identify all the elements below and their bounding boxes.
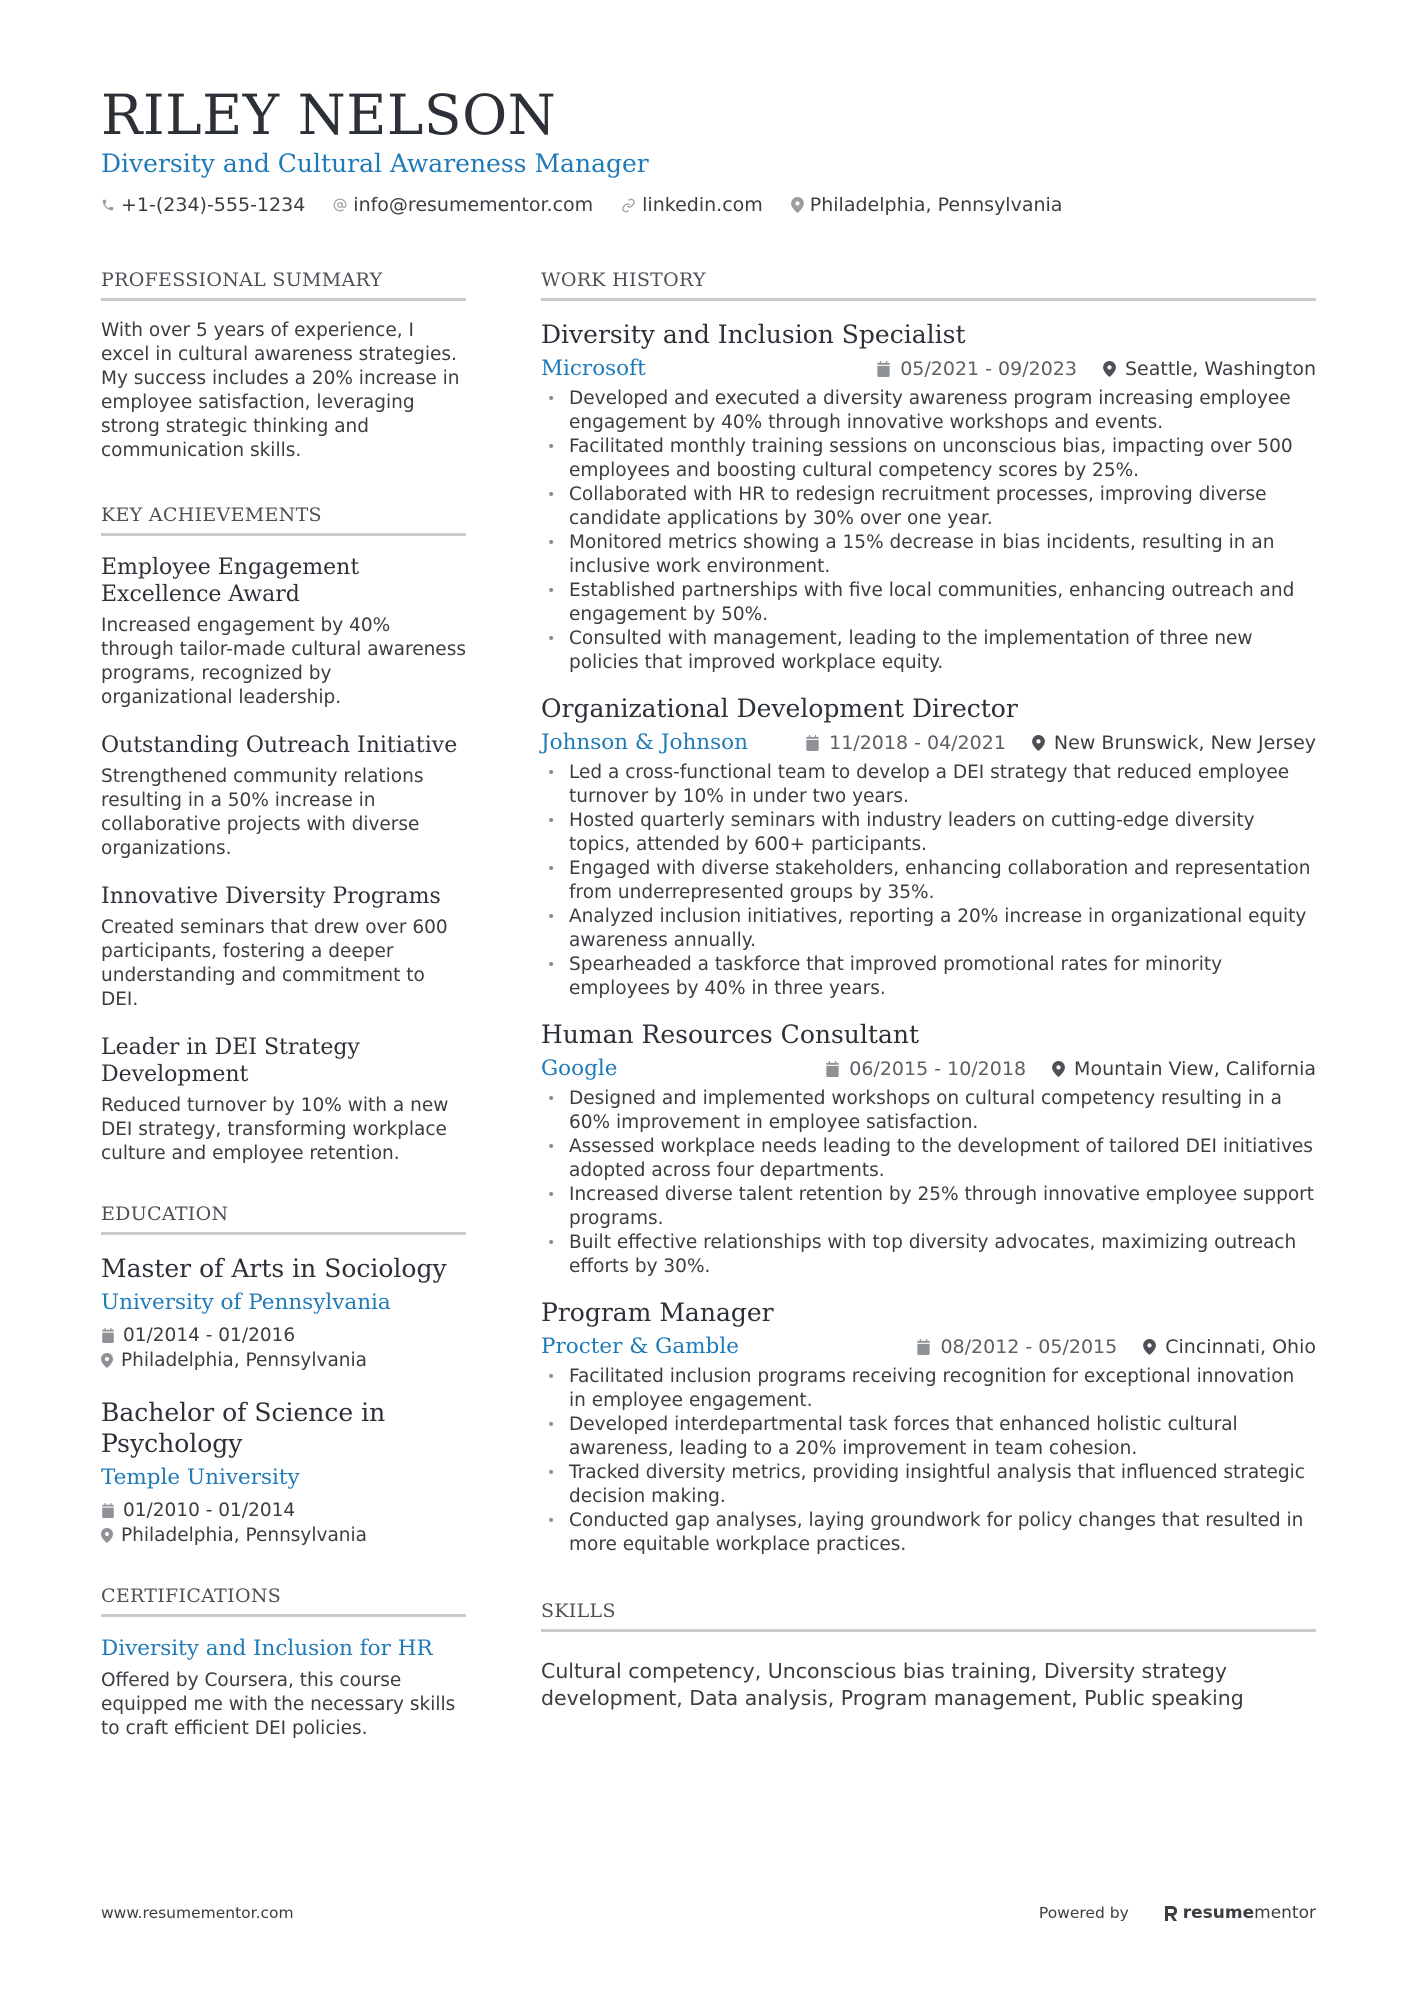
footer-url[interactable]: www.resumementor.com [101, 1904, 294, 1922]
education-location-text: Philadelphia, Pennsylvania [121, 1525, 368, 1546]
achievement-title: Innovative Diversity Programs [101, 884, 441, 909]
job-location [1052, 1058, 1316, 1080]
achievement-item [101, 554, 466, 710]
job-meta [876, 358, 1316, 380]
contact-location [791, 194, 1063, 216]
education-school: University of Pennsylvania [101, 1290, 391, 1315]
job-bullet: • Tracked diversity metrics, providing insightful analysis that influenced strategic decision making. [541, 1461, 1316, 1509]
job-entry [541, 319, 1316, 675]
education-item [101, 1253, 466, 1373]
job-bullet: • Facilitated inclusion programs receiving recognition for exceptional innovation in employee engagement. [541, 1365, 1316, 1413]
job-bullet-list [541, 1365, 1316, 1557]
job-bullet-list [541, 387, 1316, 675]
calendar-icon [805, 735, 820, 751]
job-location-text: Mountain View, California [1074, 1058, 1316, 1080]
achievement-text: Created seminars that drew over 600 participants, fostering a deeper understanding and commitment to DEI. [101, 917, 448, 1010]
education-heading: EDUCATION [101, 1202, 466, 1235]
footer-powered [1039, 1903, 1316, 1923]
job-company: Google [541, 1056, 618, 1081]
contact-bar [101, 194, 1321, 216]
job-meta [916, 1336, 1316, 1358]
achievement-text: Increased engagement by 40% through tailor-made cultural awareness programs, recognized by organizational leadership. [101, 615, 466, 708]
skills-heading: SKILLS [541, 1599, 1316, 1632]
achievements-section [101, 503, 466, 1166]
job-bullet: • Increased diverse talent retention by 25% through innovative employee support programs. [541, 1183, 1316, 1231]
work-history-section [541, 268, 1316, 1557]
job-meta-row [541, 1333, 1316, 1361]
job-bullet: • Spearheaded a taskforce that improved promotional rates for minority employees by 40% in three years. [541, 953, 1316, 1001]
education-location-text: Philadelphia, Pennsylvania [121, 1350, 368, 1371]
skills-text: Cultural competency, Unconscious bias training, Diversity strategy development, Data analysis, Program management, Public speaking [541, 1659, 1244, 1710]
achievement-item [101, 1034, 466, 1166]
map-pin-icon [1052, 1061, 1065, 1077]
skills-section [541, 1599, 1316, 1712]
calendar-icon [101, 1503, 115, 1518]
education-dates [101, 1498, 466, 1523]
map-pin-icon [101, 1528, 113, 1543]
achievement-title: Leader in DEI Strategy Development [101, 1035, 360, 1087]
map-pin-icon [791, 197, 804, 213]
job-bullet: • Assessed workplace needs leading to the development of tailored DEI initiatives adopted across four departments. [541, 1135, 1316, 1183]
job-bullet-list [541, 761, 1316, 1001]
job-dates-text: 08/2012 - 05/2015 [940, 1336, 1118, 1358]
job-location-text: Seattle, Washington [1125, 358, 1316, 380]
job-title: Diversity and Inclusion Specialist [541, 320, 966, 349]
map-pin-icon [1143, 1339, 1156, 1355]
calendar-icon [825, 1061, 840, 1077]
achievements-heading: KEY ACHIEVEMENTS [101, 503, 466, 536]
achievement-title: Employee Engagement Excellence Award [101, 555, 360, 607]
calendar-icon [916, 1339, 931, 1355]
job-bullet: • Conducted gap analyses, laying groundwork for policy changes that resulted in more equitable workplace practices. [541, 1509, 1316, 1557]
job-bullet: • Hosted quarterly seminars with industry leaders on cutting-edge diversity topics, attended by 600+ participants. [541, 809, 1316, 857]
job-location-text: Cincinnati, Ohio [1165, 1336, 1316, 1358]
job-meta [805, 732, 1316, 754]
job-dates-text: 05/2021 - 09/2023 [900, 358, 1077, 380]
calendar-icon [876, 361, 891, 377]
brand-light: mentor [1254, 1903, 1316, 1923]
education-degree: Bachelor of Science in Psychology [101, 1398, 386, 1458]
phone-icon [101, 198, 115, 212]
job-bullet: • Developed and executed a diversity awareness program increasing employee engagement by 40% through innovative workshops and events. [541, 387, 1316, 435]
job-entry [541, 1297, 1316, 1557]
job-bullet: • Monitored metrics showing a 15% decrease in bias incidents, resulting in an inclusive work environment. [541, 531, 1316, 579]
job-title: Organizational Development Director [541, 694, 1018, 723]
job-dates [876, 358, 1077, 380]
achievement-text: Strengthened community relations resulting in a 50% increase in collaborative projects with diverse organizations. [101, 766, 424, 859]
location-text: Philadelphia, Pennsylvania [809, 194, 1063, 216]
job-bullet: • Established partnerships with five local communities, enhancing outreach and engagement by 50%. [541, 579, 1316, 627]
certifications-section [101, 1584, 466, 1741]
job-title: Human Resources Consultant [541, 1020, 919, 1049]
education-item [101, 1397, 466, 1548]
education-dates-text: 01/2010 - 01/2014 [123, 1500, 296, 1521]
job-dates [805, 732, 1006, 754]
job-bullet-list [541, 1087, 1316, 1279]
summary-text: With over 5 years of experience, I excel in cultural awareness strategies. My success includes a 20% increase in employee satisfaction, leveraging strong strategic thinking and communication skills. [101, 320, 460, 461]
job-entry [541, 1019, 1316, 1279]
certification-text: Offered by Coursera, this course equipped me with the necessary skills to craft efficient DEI policies. [101, 1670, 456, 1739]
brand-bold: resume [1182, 1903, 1255, 1923]
education-dates [101, 1323, 466, 1348]
summary-section [101, 268, 466, 463]
job-company: Johnson & Johnson [541, 730, 748, 755]
powered-by-text: Powered by [1038, 1904, 1129, 1922]
certifications-heading: CERTIFICATIONS [101, 1584, 466, 1617]
phone-text: +1-(234)-555-1234 [121, 194, 306, 216]
job-location-text: New Brunswick, New Jersey [1053, 732, 1316, 754]
education-dates-text: 01/2014 - 01/2016 [123, 1325, 296, 1346]
job-bullet: • Analyzed inclusion initiatives, reporting a 20% increase in organizational equity awareness annually. [541, 905, 1316, 953]
job-dates [916, 1336, 1117, 1358]
job-meta [825, 1058, 1316, 1080]
contact-linkedin[interactable] [621, 194, 763, 216]
left-column [101, 268, 466, 1741]
at-icon [333, 198, 347, 212]
resume-header [101, 82, 1321, 216]
resumementor-logo-icon [1163, 1904, 1179, 1922]
map-pin-icon [1103, 361, 1116, 377]
job-entry [541, 693, 1316, 1001]
brand-logo[interactable] [1163, 1903, 1316, 1923]
education-degree: Master of Arts in Sociology [101, 1254, 447, 1283]
job-bullet: • Collaborated with HR to redesign recruitment processes, improving diverse candidate applications by 30% over one year. [541, 483, 1316, 531]
contact-email[interactable] [333, 194, 593, 216]
candidate-name: RILEY NELSON [101, 83, 557, 147]
job-bullet: • Designed and implemented workshops on cultural competency resulting in a 60% improvement in employee satisfaction. [541, 1087, 1316, 1135]
achievement-item [101, 732, 466, 861]
linkedin-text: linkedin.com [642, 194, 763, 216]
education-section [101, 1202, 466, 1548]
contact-phone[interactable] [101, 194, 305, 216]
job-dates [825, 1058, 1026, 1080]
job-title: Program Manager [541, 1298, 774, 1327]
link-icon [621, 198, 636, 213]
calendar-icon [101, 1328, 115, 1343]
candidate-title: Diversity and Cultural Awareness Manager [101, 149, 649, 178]
job-company: Microsoft [541, 356, 646, 381]
job-meta-row [541, 355, 1316, 383]
job-bullet: • Facilitated monthly training sessions on unconscious bias, impacting over 500 employees and boosting cultural competency scores by 25%. [541, 435, 1316, 483]
education-school: Temple University [101, 1465, 300, 1490]
map-pin-icon [1032, 735, 1045, 751]
job-location [1143, 1336, 1316, 1358]
footer [101, 1903, 1316, 1923]
job-dates-text: 11/2018 - 04/2021 [829, 732, 1006, 754]
job-dates-text: 06/2015 - 10/2018 [849, 1058, 1027, 1080]
education-location [101, 1523, 466, 1548]
job-location [1032, 732, 1316, 754]
certification-title: Diversity and Inclusion for HR [101, 1636, 433, 1661]
job-list [541, 319, 1316, 1557]
job-bullet: • Built effective relationships with top diversity advocates, maximizing outreach efforts by 30%. [541, 1231, 1316, 1279]
job-bullet: • Developed interdepartmental task forces that enhanced holistic cultural awareness, leading to a 20% improvement in team cohesion. [541, 1413, 1316, 1461]
email-text: info@resumementor.com [353, 194, 594, 216]
right-column [541, 268, 1316, 1712]
map-pin-icon [101, 1353, 113, 1368]
education-location [101, 1348, 466, 1373]
job-bullet: • Engaged with diverse stakeholders, enhancing collaboration and representation from underrepresented groups by 35%. [541, 857, 1316, 905]
job-location [1103, 358, 1316, 380]
job-meta-row [541, 729, 1316, 757]
achievement-title: Outstanding Outreach Initiative [101, 733, 458, 758]
job-company: Procter & Gamble [541, 1334, 739, 1359]
job-meta-row [541, 1055, 1316, 1083]
summary-heading: PROFESSIONAL SUMMARY [101, 268, 466, 301]
job-bullet: • Led a cross-functional team to develop a DEI strategy that reduced employee turnover by 10% in under two years. [541, 761, 1316, 809]
certification-item [101, 1635, 466, 1741]
job-bullet: • Consulted with management, leading to the implementation of three new policies that improved workplace equity. [541, 627, 1316, 675]
work-history-heading: WORK HISTORY [541, 268, 1316, 301]
achievement-item [101, 883, 466, 1012]
achievement-text: Reduced turnover by 10% with a new DEI strategy, transforming workplace culture and employee retention. [101, 1095, 449, 1164]
